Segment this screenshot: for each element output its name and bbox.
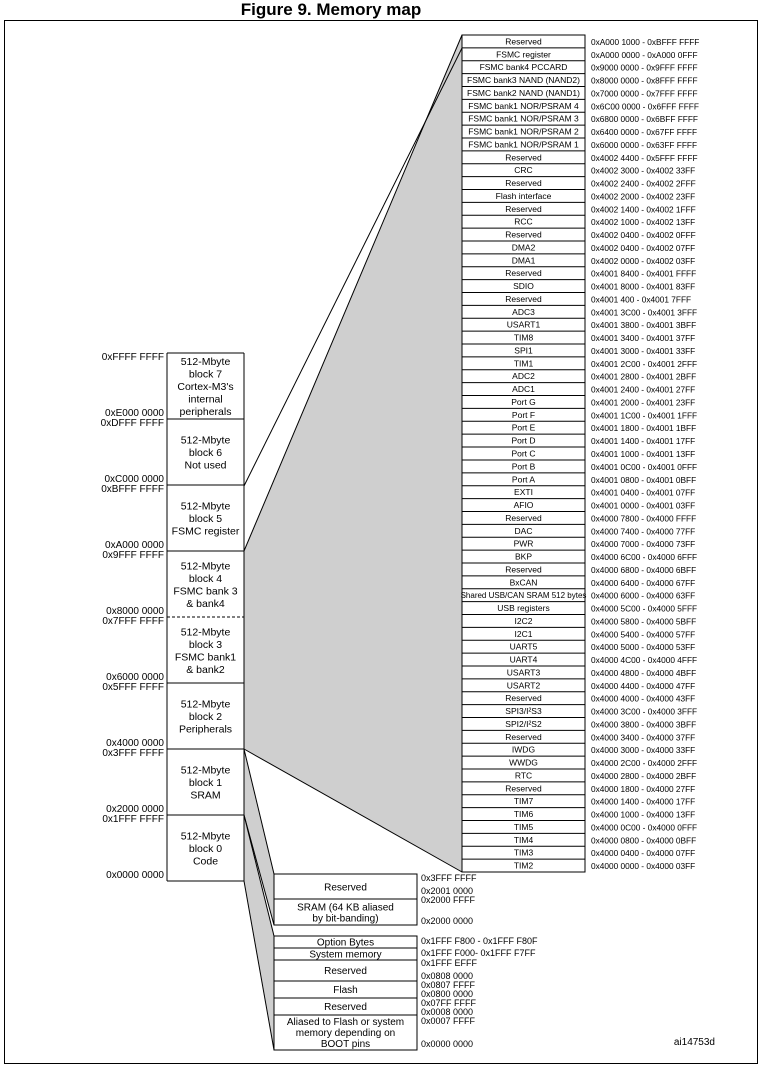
peripheral-address-range: 0x4001 3000 - 0x4001 33FF [591,345,696,356]
block-top-address: 0xDFFF FFFF [100,418,164,429]
memory-block-label: 512-Mbyte [180,830,231,843]
peripheral-row [505,36,699,47]
peripheral-address-range: 0x4001 8400 - 0x4001 FFFF [591,268,697,279]
block-bottom-address: 0xE000 0000 [105,408,164,419]
peripheral-name: I2C2 [514,615,533,626]
code-region-label: Reserved [324,1002,367,1013]
peripheral-address-range: 0x4000 1400 - 0x4000 17FF [591,796,696,807]
sram-detail [274,873,477,926]
memory-block-label: 512-Mbyte [180,500,231,513]
peripheral-name: USB registers [497,603,550,614]
peripheral-address-range: 0x4001 0400 - 0x4001 07FF [591,487,696,498]
peripheral-name: Shared USB/CAN SRAM 512 bytes [460,591,587,601]
memory-block-label: FSMC register [171,525,240,538]
peripheral-name: FSMC bank2 NAND (NAND1) [467,87,580,98]
peripheral-address-range: 0x4001 0800 - 0x4001 0BFF [591,474,697,485]
peripheral-address-range: 0x4000 5400 - 0x4000 57FF [591,629,696,640]
peripheral-address-range: 0x4001 3C00 - 0x4001 3FFF [591,307,698,318]
peripheral-name: PWR [513,538,534,549]
memory-block-label: FSMC bank1 [174,651,237,664]
peripheral-address-range: 0x6400 0000 - 0x67FF FFFF [591,127,698,138]
peripheral-name: Reserved [505,293,542,304]
memory-block-label: Cortex-M3's [177,381,234,393]
peripheral-name: USART1 [506,319,541,330]
memory-block-label: & bank2 [186,663,225,676]
block-bottom-address: 0x6000 0000 [106,672,164,683]
code-address: 0x07FF FFFF [421,998,477,1008]
peripheral-address-range: 0x4001 1400 - 0x4001 17FF [591,436,696,447]
peripheral-address-range: 0x4000 4800 - 0x4000 4BFF [591,667,697,678]
peripheral-name: Port D [511,435,536,446]
peripheral-name: Port G [511,396,536,407]
figure-id: ai14753d [673,1037,715,1048]
code-region-label: Flash [333,985,358,996]
memory-block-label: 512-Mbyte [180,434,231,447]
peripheral-name: DMA1 [511,255,536,266]
peripheral-address-range: 0x4001 3400 - 0x4001 37FF [591,333,696,344]
peripheral-name: Reserved [505,152,542,163]
peripheral-address-range: 0x4000 4000 - 0x4000 43FF [591,693,696,704]
memory-block-label: peripherals [179,406,232,418]
peripheral-address-range: 0x4000 7000 - 0x4000 73FF [591,539,696,550]
peripheral-name: TIM5 [513,821,534,832]
memory-block-label: 512-Mbyte [180,356,231,368]
memory-block-label: 512-Mbyte [180,626,231,639]
peripheral-name: SDIO [513,281,534,292]
peripheral-name: FSMC bank1 NOR/PSRAM 4 [468,100,579,111]
code-address: 0x1FFF EFFF [421,958,477,968]
peripheral-address-range: 0xA000 1000 - 0xBFFF FFFF [591,36,700,47]
peripheral-name: TIM2 [513,860,534,871]
peripheral-address-range: 0x4001 3800 - 0x4001 3BFF [591,320,697,331]
peripheral-address-range: 0x7000 0000 - 0x7FFF FFFF [591,88,698,99]
peripheral-name: DAC [514,525,533,536]
code-region-label: BOOT pins [320,1039,371,1050]
memory-block [102,748,244,815]
peripheral-address-range: 0x4001 1000 - 0x4001 13FF [591,449,696,459]
peripheral-address-range: 0x4002 0000 - 0x4002 03FF [591,255,696,266]
peripheral-address-range: 0x4002 3000 - 0x4002 33FF [591,165,696,176]
peripheral-address-range: 0x4001 0C00 - 0x4001 0FFF [591,461,698,472]
peripheral-name: USART3 [506,667,541,678]
peripheral-name: FSMC bank3 NAND (NAND2) [467,75,580,86]
peripheral-address-range: 0x4000 3000 - 0x4000 33FF [591,745,696,756]
memory-block-label: & bank4 [186,597,225,610]
sram-address: 0x3FFF FFFF [421,873,477,883]
peripheral-address-range: 0x4000 7400 - 0x4000 77FF [591,526,696,537]
peripheral-address-range: 0x4000 3800 - 0x4000 3BFF [591,719,697,730]
peripheral-name: Reserved [505,268,542,279]
peripheral-name: EXTI [514,487,533,498]
memory-block-label: block 7 [188,368,223,381]
peripheral-address-range: 0x4001 400 - 0x4001 7FFF [591,294,692,305]
peripheral-name: FSMC bank1 NOR/PSRAM 3 [468,113,579,124]
memory-block-label: SRAM [190,789,221,802]
code-address: 0x0008 0000 [421,1007,474,1017]
peripheral-address-range: 0x9000 0000 - 0x9FFF FFFF [591,62,698,73]
peripheral-address-range: 0x4001 0000 - 0x4001 03FF [591,500,696,511]
peripheral-address-range: 0x4000 5800 - 0x4000 5BFF [591,616,697,627]
peripheral-address-range: 0x4000 0000 - 0x4000 03FF [591,861,696,872]
peripheral-address-range: 0x4000 0C00 - 0x4000 0FFF [591,822,698,833]
peripheral-name: AFIO [513,500,534,511]
peripheral-address-range: 0x4002 1000 - 0x4002 13FF [591,217,696,228]
memory-block-label: block 0 [188,843,223,855]
code-detail [274,936,538,1050]
peripheral-name: TIM8 [513,332,534,343]
block-bottom-address: 0x8000 0000 [106,606,164,617]
peripheral-name: Reserved [505,178,542,189]
memory-block-label: block 1 [188,777,223,789]
memory-block-label: block 4 [188,572,223,585]
peripheral-address-range: 0x4002 1400 - 0x4002 1FFF [591,204,696,215]
peripheral-address-range: 0x4000 0400 - 0x4000 07FF [591,848,696,859]
memory-block-label: block 6 [188,447,223,459]
peripheral-name: Reserved [505,693,542,704]
peripheral-table [461,35,700,872]
code-region-label: Option Bytes [316,937,375,949]
peripheral-name: TIM3 [513,847,534,858]
code-address: 0x0800 0000 [421,989,474,999]
memory-block [102,352,244,419]
peripheral-name: RCC [514,216,533,227]
memory-block [102,550,244,617]
peripheral-name: SPI1 [514,345,533,356]
sram-region-label: SRAM (64 KB aliased [297,902,394,914]
memory-block [102,814,244,881]
code-region-label: Aliased to Flash or system [286,1017,405,1028]
peripheral-address-range: 0x4001 2000 - 0x4001 23FF [591,397,696,408]
peripheral-row [462,87,698,99]
peripheral-name: SPI3/I²S3 [505,706,542,717]
block-top-address: 0x5FFF FFFF [102,682,164,693]
peripheral-address-range: 0x4000 6400 - 0x4000 67FF [591,577,696,588]
peripheral-name: TIM4 [513,834,534,845]
memory-block [102,616,244,683]
peripheral-address-range: 0x4000 5C00 - 0x4000 5FFF [591,603,698,614]
peripheral-name: FSMC bank1 NOR/PSRAM 1 [468,139,579,150]
peripheral-address-range: 0x8000 0000 - 0x8FFF FFFF [591,75,698,86]
block-top-address: 0x7FFF FFFF [102,616,164,627]
peripheral-name: UART4 [509,654,538,665]
peripheral-name: ADC3 [512,306,535,317]
memory-block-label: 512-Mbyte [180,698,231,711]
peripheral-address-range: 0x4000 7800 - 0x4000 FFFF [591,513,697,524]
memory-block-label: block 5 [188,513,223,525]
peripheral-name: Port A [511,474,536,485]
peripheral-row [461,589,696,601]
code-address: 0x1FFF F800 - 0x1FFF F80F [421,936,538,946]
peripheral-address-range: 0x4000 6800 - 0x4000 6BFF [591,564,697,575]
peripheral-row [462,74,698,86]
memory-block-label: Code [192,855,219,868]
peripheral-name: Port C [511,448,536,459]
block-bottom-address: 0xC000 0000 [104,474,164,485]
peripheral-address-range: 0x4000 4400 - 0x4000 47FF [591,680,696,691]
peripheral-name: BxCAN [509,577,538,588]
peripheral-zoom-funnel [244,35,462,872]
sram-address: 0x2000 FFFF [421,895,476,905]
peripheral-address-range: 0x4000 0800 - 0x4000 0BFF [591,835,697,846]
figure-title: Figure 9. Memory map [240,0,422,19]
memory-block-label: 512-Mbyte [180,764,231,777]
peripheral-address-range: 0x4001 2400 - 0x4001 27FF [591,384,696,395]
peripheral-name: ADC1 [512,384,535,395]
peripheral-name: Port F [511,409,536,420]
block-bottom-address: 0x0000 0000 [106,870,164,881]
peripheral-address-range: 0xA000 0000 - 0xA000 0FFF [591,49,698,60]
memory-block [102,682,244,749]
peripheral-name: Reserved [505,564,542,575]
memory-block [101,418,244,485]
block-top-address: 0xFFFF FFFF [101,352,164,363]
main-memory-blocks [101,352,244,881]
memory-block-label: block 2 [188,711,223,723]
block-bottom-address: 0x2000 0000 [106,804,164,815]
block-top-address: 0x9FFF FFFF [102,550,164,561]
peripheral-address-range: 0x4000 3C00 - 0x4000 3FFF [591,706,698,717]
peripheral-address-range: 0x4002 0400 - 0x4002 0FFF [591,230,696,241]
block-bottom-address: 0xA000 0000 [105,540,164,551]
peripheral-address-range: 0x4000 6C00 - 0x4000 6FFF [591,552,698,563]
peripheral-address-range: 0x4000 6000 - 0x4000 63FF [591,590,696,601]
peripheral-name: RTC [514,770,533,781]
peripheral-name: Reserved [505,203,542,214]
sram-address: 0x2001 0000 [421,886,474,896]
peripheral-address-range: 0x4001 1800 - 0x4001 1BFF [591,423,697,434]
peripheral-address-range: 0x4000 5000 - 0x4000 53FF [591,642,696,653]
code-address: 0x0000 0000 [421,1039,474,1049]
peripheral-name: Flash interface [495,190,552,201]
code-address: 0x0007 FFFF [421,1016,476,1026]
peripheral-address-range: 0x4001 2800 - 0x4001 2BFF [591,371,697,382]
peripheral-name: DMA2 [511,242,536,253]
peripheral-address-range: 0x4002 2400 - 0x4002 2FFF [591,178,696,189]
peripheral-address-range: 0x6800 0000 - 0x6BFF FFFF [591,114,698,125]
code-region-label: Reserved [324,966,367,977]
peripheral-address-range: 0x4001 1C00 - 0x4001 1FFF [591,410,698,421]
peripheral-name: Reserved [505,783,542,794]
peripheral-name: Port B [511,461,536,472]
memory-block-label: FSMC bank 3 [173,585,238,598]
code-address: 0x1FFF F000- 0x1FFF F7FF [421,948,536,958]
peripheral-address-range: 0x4000 2C00 - 0x4000 2FFF [591,758,698,769]
peripheral-address-range: 0x4000 4C00 - 0x4000 4FFF [591,655,698,666]
memory-block-label: 512-Mbyte [180,560,231,573]
memory-block-label: internal [188,393,223,406]
peripheral-name: WWDG [509,757,538,768]
sram-region-label: by bit-banding) [312,913,379,925]
peripheral-name: FSMC register [496,49,551,60]
peripheral-address-range: 0x4000 1000 - 0x4000 13FF [591,809,696,820]
peripheral-address-range: 0x4000 3400 - 0x4000 37FF [591,732,696,743]
peripheral-name: Reserved [505,36,542,47]
block-top-address: 0xBFFF FFFF [101,484,164,495]
peripheral-name: SPI2/I²S2 [505,718,542,729]
peripheral-name: Reserved [505,731,542,742]
peripheral-name: Reserved [505,512,542,523]
peripheral-name: BKP [514,551,533,562]
code-address: 0x0808 0000 [421,971,474,981]
peripheral-name: TIM6 [513,809,534,820]
peripheral-name: UART5 [509,641,538,652]
sram-address: 0x2000 0000 [421,916,474,926]
peripheral-name: USART2 [506,680,541,691]
peripheral-address-range: 0x4002 4400 - 0x5FFF FFFF [591,152,698,163]
memory-block-label: Peripherals [178,723,233,736]
block-top-address: 0x3FFF FFFF [102,748,164,759]
peripheral-address-range: 0x4001 8000 - 0x4001 83FF [591,281,696,292]
peripheral-name: IWDG [511,744,536,755]
sram-region-label: Reserved [324,882,367,894]
memory-block [101,484,244,551]
peripheral-name: CRC [514,165,533,176]
peripheral-name: FSMC bank4 PCCARD [479,62,568,73]
code-region-label: memory depending on [295,1028,396,1039]
peripheral-address-range: 0x4000 1800 - 0x4000 27FF [591,783,696,794]
peripheral-name: I2C1 [514,628,533,639]
peripheral-name: TIM7 [513,796,534,807]
peripheral-address-range: 0x4002 0400 - 0x4002 07FF [591,242,696,253]
peripheral-name: FSMC bank1 NOR/PSRAM 2 [468,126,579,137]
peripheral-address-range: 0x6C00 0000 - 0x6FFF FFFF [591,101,699,112]
peripheral-name: Port E [511,422,536,433]
peripheral-name: TIM1 [513,358,534,369]
memory-block-label: Not used [184,459,227,472]
peripheral-name: Reserved [505,229,542,240]
code-region-label: System memory [309,949,382,961]
block-bottom-address: 0x4000 0000 [106,738,164,749]
peripheral-address-range: 0x4002 2000 - 0x4002 23FF [591,191,696,202]
peripheral-address-range: 0x6000 0000 - 0x63FF FFFF [591,139,698,150]
block-top-address: 0x1FFF FFFF [102,814,164,825]
peripheral-address-range: 0x4000 2800 - 0x4000 2BFF [591,770,697,781]
peripheral-address-range: 0x4001 2C00 - 0x4001 2FFF [591,358,698,369]
memory-block-label: block 3 [188,638,223,651]
code-address: 0x0807 FFFF [421,980,476,990]
peripheral-name: ADC2 [512,371,535,382]
